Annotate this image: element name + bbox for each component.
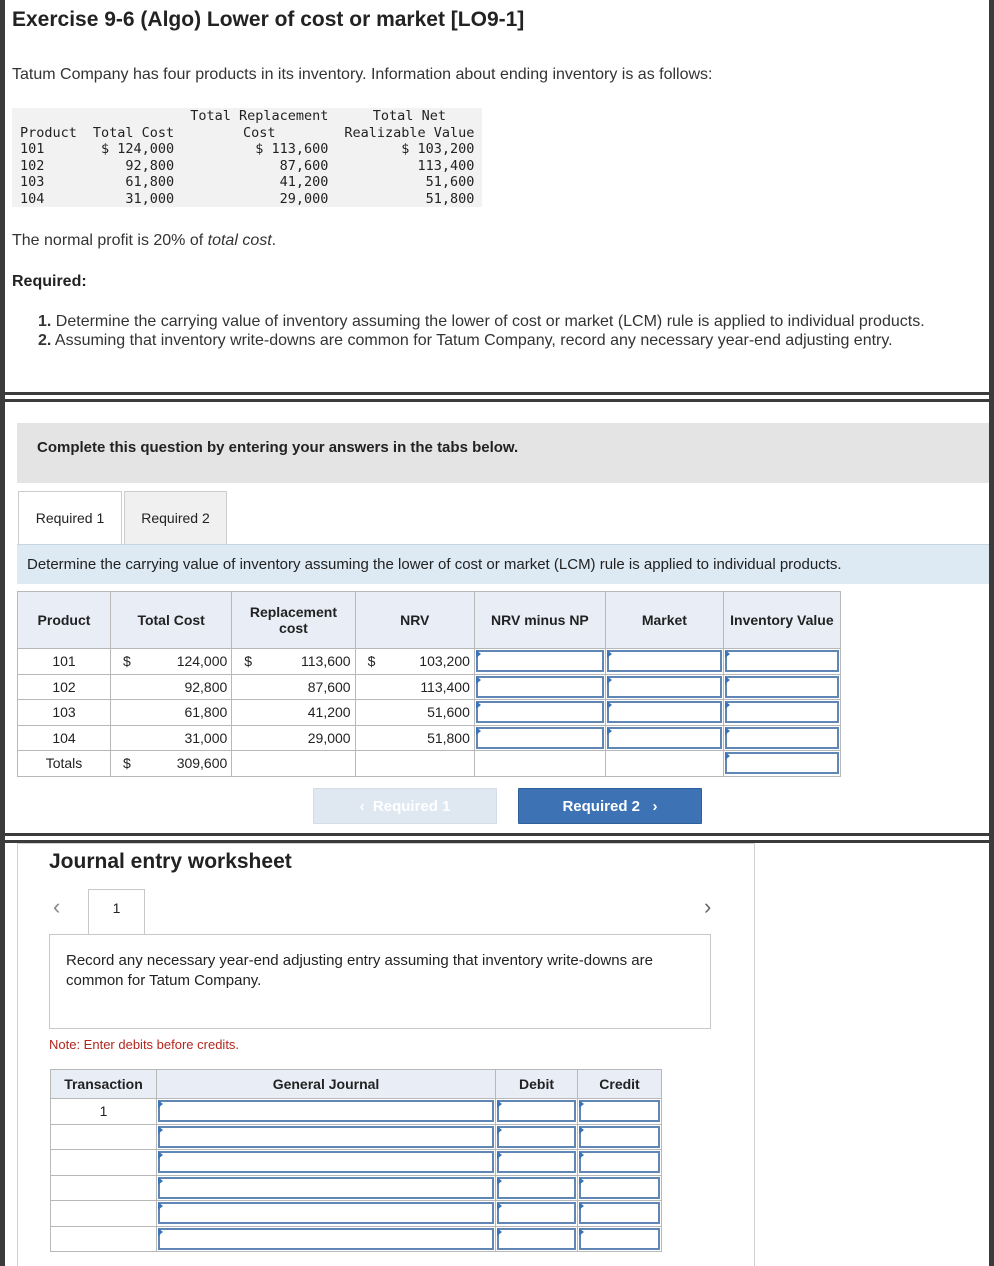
debit-input[interactable] (497, 1151, 576, 1173)
prev-required-button[interactable] (313, 788, 497, 824)
account-input[interactable] (158, 1228, 494, 1250)
info-product: 104 (20, 190, 45, 207)
section-divider (0, 392, 994, 402)
exercise-title: Exercise 9-6 (Algo) Lower of cost or market [LO9-1] (12, 8, 525, 31)
section-divider (0, 833, 994, 843)
col-header-replacement (232, 592, 355, 649)
journal-entry-table (50, 1069, 662, 1252)
info-cost: 92,800 (125, 157, 175, 174)
nrv-minus-np-input[interactable] (476, 701, 604, 723)
account-cell (157, 1150, 496, 1176)
info-replacement: 87,600 (279, 157, 329, 174)
info-header-nrv-1: Total Net (372, 108, 446, 124)
info-header-replacement-2: Cost (243, 124, 276, 141)
inventory-value-cell (723, 725, 840, 751)
total-inventory-value-input[interactable] (725, 752, 839, 774)
info-cost: $ 124,000 (101, 141, 175, 157)
debit-cell (496, 1150, 578, 1176)
nrv-dollar (355, 674, 379, 700)
cost-dollar (111, 674, 135, 700)
col-header-credit: Credit (578, 1070, 662, 1099)
replacement-cell: 87,600 (256, 674, 355, 700)
requirement-text: Assuming that inventory write-downs are common for Tatum Company, record any necessary year-end adjusting entry. (54, 332, 893, 349)
cost-cell: 124,000 (135, 649, 232, 675)
market-cell (605, 674, 723, 700)
debit-input[interactable] (497, 1177, 576, 1199)
credit-input[interactable] (579, 1151, 660, 1173)
replacement-cell: 113,600 (256, 649, 355, 675)
debit-cell (496, 1099, 578, 1125)
requirements-list (38, 312, 983, 350)
market-cell (605, 700, 723, 726)
transaction-number: 1 (51, 1099, 157, 1125)
info-row (12, 191, 482, 208)
inventory-value-input[interactable] (725, 676, 839, 698)
col-header-nrv: NRV (355, 592, 474, 649)
debit-input[interactable] (497, 1126, 576, 1148)
requirement-text: Determine the carrying value of inventory assuming the lower of cost or market (LCM) rule is applied to individual products. (55, 313, 925, 330)
nrv-cell: 113,400 (379, 674, 474, 700)
account-input[interactable] (158, 1100, 494, 1122)
total-inventory-value-cell (723, 751, 840, 777)
info-product: 101 (20, 141, 45, 157)
debit-cell (496, 1201, 578, 1227)
col-header-market: Market (605, 592, 723, 649)
tab-required-2[interactable]: Required 2 (124, 491, 227, 544)
debit-input[interactable] (497, 1100, 576, 1122)
market-input[interactable] (607, 701, 722, 723)
inventory-value-cell (723, 674, 840, 700)
instruction-bar: Complete this question by entering your answers in the tabs below. (17, 423, 989, 483)
info-row (12, 141, 482, 158)
inventory-value-input[interactable] (725, 701, 839, 723)
totals-cost: 309,600 (135, 751, 232, 777)
journal-panel (17, 843, 755, 1266)
nrv-minus-np-input[interactable] (476, 676, 604, 698)
normal-profit-text (12, 232, 276, 250)
lcm-table (17, 591, 841, 777)
requirement-2 (38, 331, 983, 350)
col-header-replacement-line2: cost (279, 620, 308, 636)
nrv-dollar (355, 700, 379, 726)
chevron-left-icon[interactable]: ‹ (53, 894, 61, 919)
credit-input[interactable] (579, 1202, 660, 1224)
table-row (18, 649, 841, 675)
col-header-replacement-line1: Replacement (249, 604, 338, 620)
table-row (18, 674, 841, 700)
replacement-cell: 29,000 (256, 725, 355, 751)
inventory-value-cell (723, 700, 840, 726)
table-row (18, 700, 841, 726)
nrv-minus-np-cell (474, 700, 605, 726)
journal-row (51, 1201, 662, 1227)
info-row (12, 174, 482, 191)
nrv-minus-np-cell (474, 725, 605, 751)
debit-input[interactable] (497, 1228, 576, 1250)
info-product: 102 (20, 157, 45, 174)
cost-dollar (111, 725, 135, 751)
product-cell: 103 (18, 700, 111, 726)
product-cell: 101 (18, 649, 111, 675)
market-input[interactable] (607, 727, 722, 749)
nrv-minus-np-cell (474, 674, 605, 700)
info-header-nrv-2: Realizable Value (344, 124, 475, 141)
chevron-left-icon: ‹ (359, 798, 365, 815)
credit-cell (578, 1175, 662, 1201)
tab-required-1[interactable]: Required 1 (18, 491, 122, 544)
chevron-right-icon[interactable]: › (704, 894, 712, 919)
debit-cell (496, 1175, 578, 1201)
journal-row (51, 1124, 662, 1150)
prev-button-label: Required 1 (372, 798, 451, 815)
replacement-dollar (232, 725, 256, 751)
info-nrv: 113,400 (417, 157, 475, 174)
debit-input[interactable] (497, 1202, 576, 1224)
product-cell: 104 (18, 725, 111, 751)
col-header-product: Product (18, 592, 111, 649)
cost-dollar: $ (111, 649, 135, 675)
credit-input[interactable] (579, 1177, 660, 1199)
nrv-minus-np-cell (474, 649, 605, 675)
required-label: Required: (12, 273, 87, 290)
info-replacement: 41,200 (279, 174, 329, 190)
col-header-inventory-value: Inventory Value (723, 592, 840, 649)
account-input[interactable] (158, 1202, 494, 1224)
normal-profit-suffix: . (271, 232, 277, 249)
chevron-right-icon: › (652, 798, 658, 815)
intro-text: Tatum Company has four products in its inventory. Information about ending inventory is as follows: (12, 66, 713, 83)
market-input[interactable] (607, 650, 722, 672)
replacement-dollar (232, 700, 256, 726)
info-nrv: 51,800 (425, 190, 475, 207)
requirement-1 (38, 312, 983, 331)
market-cell (605, 649, 723, 675)
nrv-dollar: $ (355, 649, 379, 675)
col-header-transaction: Transaction (51, 1070, 157, 1099)
record-instruction: Record any necessary year-end adjusting entry assuming that inventory write-downs are common for Tatum Company. (49, 934, 711, 1029)
account-input[interactable] (158, 1151, 494, 1173)
question-prompt: Determine the carrying value of inventory assuming the lower of cost or market (LCM) rule is applied to individual products. (17, 544, 989, 584)
inventory-value-cell (723, 649, 840, 675)
journal-row (51, 1099, 662, 1125)
replacement-cell: 41,200 (256, 700, 355, 726)
normal-profit-prefix: The normal profit is 20% of (12, 232, 208, 249)
info-nrv: 51,600 (425, 174, 475, 190)
info-product: 103 (20, 174, 45, 190)
journal-row (51, 1175, 662, 1201)
nrv-cell: 51,600 (379, 700, 474, 726)
journal-row (51, 1226, 662, 1252)
next-button-label: Required 2 (562, 798, 640, 815)
col-header-debit: Debit (496, 1070, 578, 1099)
col-header-nrv-minus-np: NRV minus NP (474, 592, 605, 649)
product-cell: 102 (18, 674, 111, 700)
account-cell (157, 1226, 496, 1252)
credit-cell (578, 1099, 662, 1125)
account-cell (157, 1175, 496, 1201)
inventory-info-table (12, 108, 482, 207)
cost-dollar (111, 700, 135, 726)
cost-cell: 92,800 (135, 674, 232, 700)
account-input[interactable] (158, 1177, 494, 1199)
account-cell (157, 1201, 496, 1227)
info-header-replacement-1: Total Replacement (190, 108, 329, 124)
info-cost: 31,000 (125, 190, 175, 207)
col-header-total-cost: Total Cost (111, 592, 232, 649)
next-required-button[interactable] (518, 788, 702, 824)
table-row (18, 725, 841, 751)
replacement-dollar: $ (232, 649, 256, 675)
info-header-total-cost: Total Cost (92, 124, 175, 141)
debit-cell (496, 1226, 578, 1252)
market-cell (605, 725, 723, 751)
nrv-cell: 103,200 (379, 649, 474, 675)
journal-row (51, 1150, 662, 1176)
debit-cell (496, 1124, 578, 1150)
totals-dollar: $ (111, 751, 135, 777)
requirement-number: 2. (38, 332, 52, 349)
nrv-minus-np-input[interactable] (476, 727, 604, 749)
cost-cell: 31,000 (135, 725, 232, 751)
totals-label: Totals (18, 751, 111, 777)
totals-row (18, 751, 841, 777)
nrv-dollar (355, 725, 379, 751)
inventory-value-input[interactable] (725, 727, 839, 749)
journal-title: Journal entry worksheet (49, 850, 292, 873)
credit-cell (578, 1201, 662, 1227)
account-cell (157, 1124, 496, 1150)
credit-cell (578, 1226, 662, 1252)
info-header-product: Product (20, 124, 77, 141)
journal-step-tab[interactable]: 1 (88, 889, 145, 935)
account-input[interactable] (158, 1126, 494, 1148)
account-cell (157, 1099, 496, 1125)
cost-cell: 61,800 (135, 700, 232, 726)
info-row (12, 158, 482, 175)
market-input[interactable] (607, 676, 722, 698)
credit-cell (578, 1124, 662, 1150)
info-nrv: $ 103,200 (401, 141, 475, 157)
credit-input[interactable] (579, 1228, 660, 1250)
credit-input[interactable] (579, 1100, 660, 1122)
debit-credit-note: Note: Enter debits before credits. (49, 1037, 240, 1052)
info-cost: 61,800 (125, 174, 175, 190)
replacement-dollar (232, 674, 256, 700)
col-header-general-journal: General Journal (157, 1070, 496, 1099)
info-replacement: 29,000 (279, 190, 329, 207)
inventory-value-input[interactable] (725, 650, 839, 672)
info-replacement: $ 113,600 (255, 141, 329, 157)
normal-profit-emphasis: total cost (207, 232, 272, 249)
nrv-cell: 51,800 (379, 725, 474, 751)
nrv-minus-np-input[interactable] (476, 650, 604, 672)
credit-cell (578, 1150, 662, 1176)
requirement-number: 1. (38, 313, 52, 330)
credit-input[interactable] (579, 1126, 660, 1148)
